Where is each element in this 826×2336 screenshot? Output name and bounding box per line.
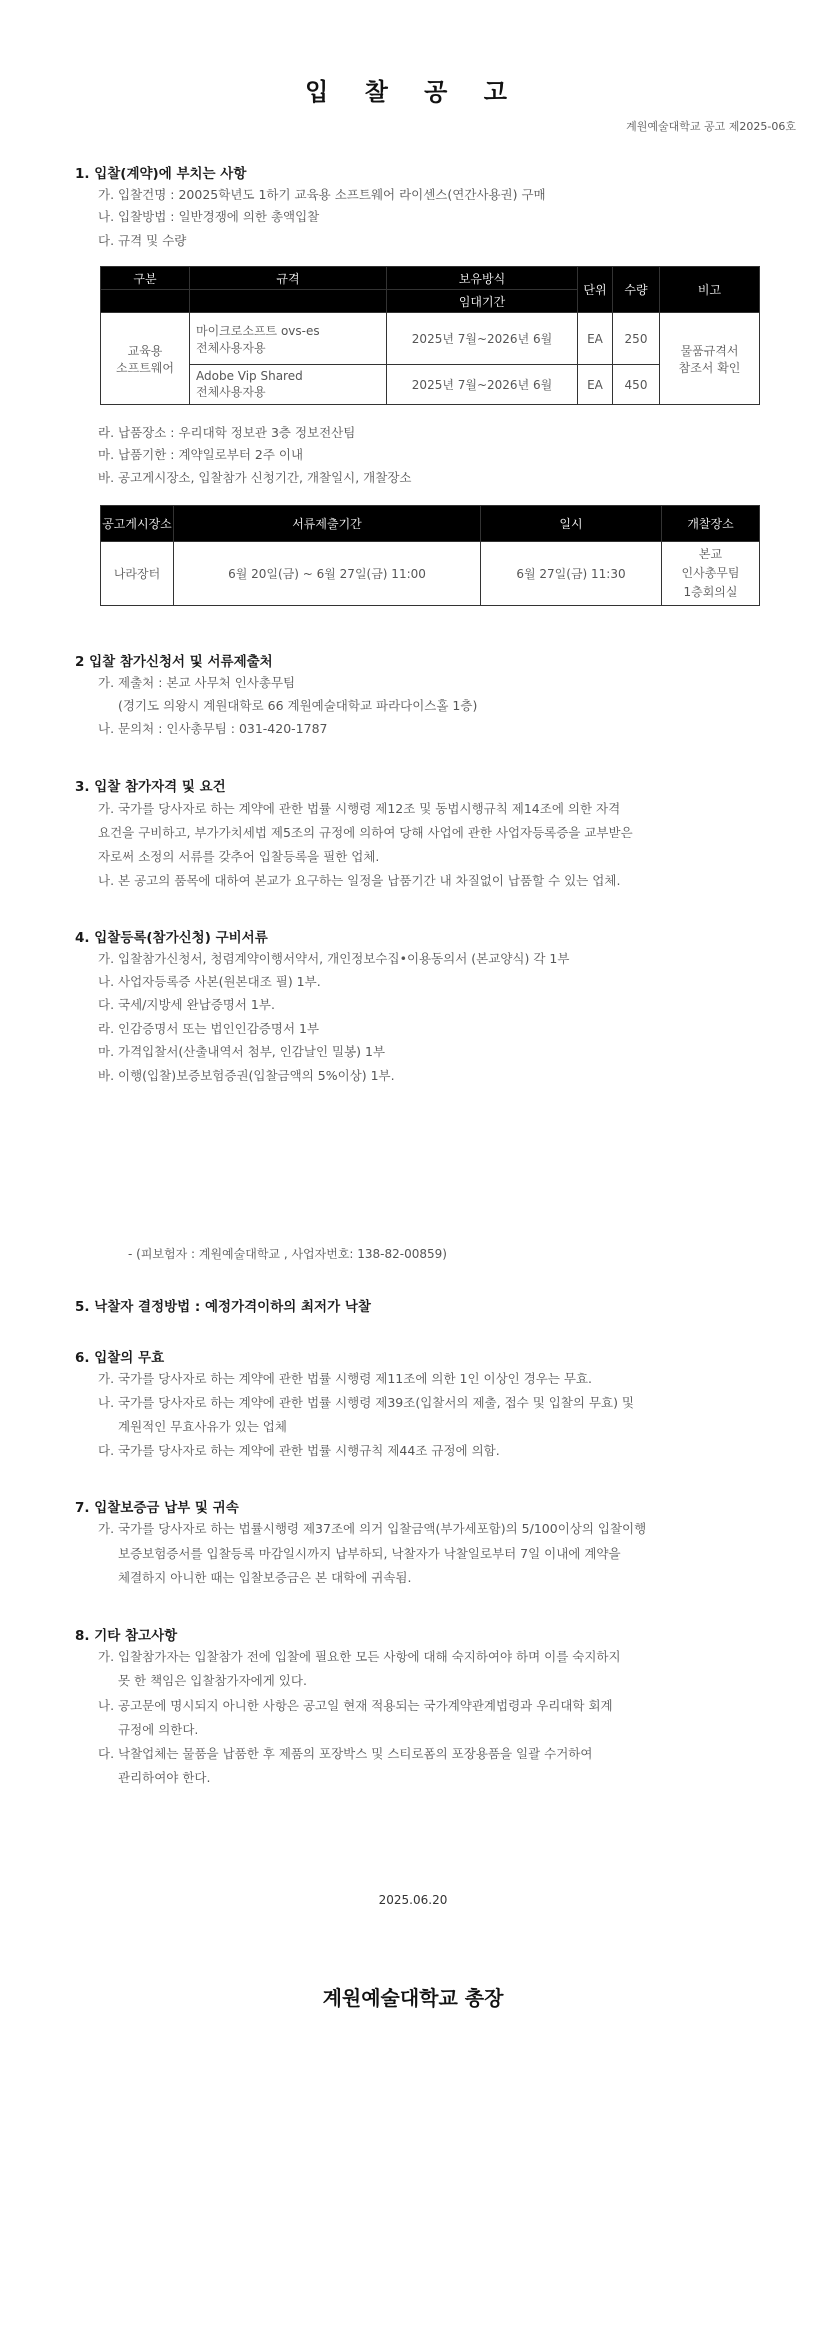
page-title: 입 찰 공 고 bbox=[305, 78, 521, 106]
opening-line-2: 인사총무팀 bbox=[681, 566, 740, 580]
th-opening-place: 개찰장소 bbox=[662, 506, 760, 542]
item-7-ga-line-2: 보증보험증서를 입찰등록 마감일시까지 납부하되, 낙찰자가 낙찰일로부터 7일 이내에 계약을 bbox=[118, 1546, 621, 1561]
th-qty: 수량 bbox=[613, 267, 660, 313]
document-number: 계원예술대학교 공고 제2025-06호 bbox=[626, 120, 796, 133]
item-6-ga: 가. 국가를 당사자로 하는 계약에 관한 법률 시행령 제11조에 의한 1인 이상인 경우는 무효. bbox=[98, 1371, 593, 1386]
note-cell bbox=[660, 313, 760, 405]
spec-cell bbox=[190, 313, 387, 365]
posting-place-cell: 나라장터 bbox=[101, 542, 174, 606]
period-cell: 2025년 7월~2026년 6월 bbox=[387, 313, 578, 365]
th-datetime: 일시 bbox=[481, 506, 662, 542]
opening-line-1: 본교 bbox=[698, 547, 723, 561]
section-5-heading: 5. 낙찰자 결정방법 : 예정가격이하의 최저가 낙찰 bbox=[75, 1299, 371, 1315]
item-4-ma: 마. 가격입찰서(산출내역서 첨부, 인감날인 밀봉) 1부 bbox=[98, 1044, 386, 1059]
note-line-1: 물품규격서 bbox=[680, 343, 739, 358]
th-category: 구분 bbox=[101, 267, 190, 290]
item-8-ga-line-2: 못 한 책임은 입찰참가자에게 있다. bbox=[118, 1673, 307, 1688]
category-cell bbox=[101, 313, 190, 405]
item-3-ga-line-3: 자로써 소정의 서류를 갖추어 입찰등록을 필한 업체. bbox=[98, 849, 380, 864]
submission-period-cell: 6월 20일(금) ~ 6월 27일(금) 11:00 bbox=[174, 542, 481, 606]
signature: 계원예술대학교 총장 bbox=[322, 1986, 504, 2010]
section-4-heading: 4. 입찰등록(참가신청) 구비서류 bbox=[75, 930, 268, 946]
table-row bbox=[101, 313, 760, 365]
item-8-da-line-1: 다. 낙찰업체는 물품을 납품한 후 제품의 포장박스 및 스티로폼의 포장용품을 일괄 수거하여 bbox=[98, 1746, 593, 1761]
spec-name: Adobe Vip Shared bbox=[196, 369, 303, 383]
item-3-ga-line-1: 가. 국가를 당사자로 하는 계약에 관한 법률 시행령 제12조 및 동법시행규칙 제14조에 의한 자격 bbox=[98, 801, 621, 816]
qty-cell: 250 bbox=[613, 313, 660, 365]
item-1-da: 다. 규격 및 수량 bbox=[98, 233, 187, 248]
section-8-heading: 8. 기타 참고사항 bbox=[75, 1628, 178, 1644]
item-3-na: 나. 본 공고의 품목에 대하여 본교가 요구하는 일정을 납품기간 내 차질없이 납품할 수 있는 업체. bbox=[98, 873, 621, 888]
item-8-na-line-1: 나. 공고문에 명시되지 아니한 사항은 공고일 현재 적용되는 국가계약관계법령과 우리대학 회계 bbox=[98, 1698, 613, 1713]
category-line-1: 교육용 bbox=[127, 343, 163, 358]
item-1-ba: 바. 공고게시장소, 입찰참가 신청기간, 개찰일시, 개찰장소 bbox=[98, 470, 412, 485]
item-1-na: 나. 입찰방법 : 일반경쟁에 의한 총액입찰 bbox=[98, 209, 320, 224]
section-6-heading: 6. 입찰의 무효 bbox=[75, 1350, 165, 1366]
item-8-ga-line-1: 가. 입찰참가자는 입찰참가 전에 입찰에 필요한 모든 사항에 대해 숙지하여야 하며 이를 숙지하지 bbox=[98, 1649, 621, 1664]
item-1-ga: 가. 입찰건명 : 20025학년도 1하기 교육용 소프트웨어 라이센스(연간사용권) 구매 bbox=[98, 187, 546, 202]
datetime-cell: 6월 27일(금) 11:30 bbox=[481, 542, 662, 606]
item-4-ra: 라. 인감증명서 또는 법인인감증명서 1부 bbox=[98, 1021, 320, 1036]
th-spec: 규격 bbox=[190, 267, 387, 290]
th-period: 임대기간 bbox=[387, 290, 578, 313]
notice-date: 2025.06.20 bbox=[378, 1893, 448, 1907]
spec-scope: 전체사용자용 bbox=[196, 340, 266, 355]
item-1-ra: 라. 납품장소 : 우리대학 정보관 3층 정보전산팀 bbox=[98, 425, 356, 440]
note-line-2: 참조서 확인 bbox=[678, 360, 741, 375]
item-8-da-line-2: 관리하여야 한다. bbox=[118, 1770, 211, 1785]
spec-table bbox=[100, 266, 760, 405]
unit-cell: EA bbox=[578, 365, 613, 405]
qty-cell: 450 bbox=[613, 365, 660, 405]
th-posting-place: 공고게시장소 bbox=[101, 506, 174, 542]
item-6-na-line-1: 나. 국가를 당사자로 하는 계약에 관한 법률 시행령 제39조(입찰서의 제출, 접수 및 입찰의 무효) 및 bbox=[98, 1395, 635, 1410]
item-3-ga-line-2: 요건을 구비하고, 부가가치세법 제5조의 규정에 의하여 당해 사업에 관한 사업자등록증을 교부받은 bbox=[98, 825, 633, 840]
section-2-heading: 2 입찰 참가신청서 및 서류제출처 bbox=[75, 654, 273, 670]
item-2-na: 나. 문의처 : 인사총무팀 : 031-420-1787 bbox=[98, 721, 328, 736]
spec-cell bbox=[190, 365, 387, 405]
schedule-table bbox=[100, 505, 760, 606]
insured-note: - (피보험자 : 계원예술대학교 , 사업자번호: 138-82-00859) bbox=[128, 1247, 447, 1261]
spec-scope: 전체사용자용 bbox=[196, 385, 266, 399]
th-note: 비고 bbox=[660, 267, 760, 313]
spec-name: 마이크로소프트 ovs-es bbox=[196, 323, 320, 338]
section-1-heading: 1. 입찰(계약)에 부치는 사항 bbox=[75, 166, 247, 182]
th-method: 보유방식 bbox=[387, 267, 578, 290]
th-unit: 단위 bbox=[578, 267, 613, 313]
period-cell: 2025년 7월~2026년 6월 bbox=[387, 365, 578, 405]
unit-cell: EA bbox=[578, 313, 613, 365]
item-2-ga-address: (경기도 의왕시 계원대학로 66 계원예술대학교 파라다이스홀 1층) bbox=[118, 698, 478, 713]
section-7-heading: 7. 입찰보증금 납부 및 귀속 bbox=[75, 1500, 239, 1516]
item-6-da: 다. 국가를 당사자로 하는 계약에 관한 법률 시행규칙 제44조 규정에 의함. bbox=[98, 1443, 500, 1458]
item-4-na: 나. 사업자등록증 사본(원본대조 필) 1부. bbox=[98, 974, 321, 989]
item-1-ma: 마. 납품기한 : 계약일로부터 2주 이내 bbox=[98, 447, 304, 462]
table-row bbox=[101, 542, 760, 606]
opening-place-cell bbox=[662, 542, 760, 606]
item-8-na-line-2: 규정에 의한다. bbox=[118, 1722, 199, 1737]
section-3-heading: 3. 입찰 참가자격 및 요건 bbox=[75, 779, 226, 795]
opening-line-3: 1층회의실 bbox=[683, 585, 738, 599]
item-7-ga-line-3: 체결하지 아니한 때는 입찰보증금은 본 대학에 귀속됨. bbox=[118, 1570, 412, 1585]
item-4-ba: 바. 이행(입찰)보증보험증권(입찰금액의 5%이상) 1부. bbox=[98, 1068, 395, 1083]
category-line-2: 소프트웨어 bbox=[116, 360, 174, 375]
item-7-ga-line-1: 가. 국가를 당사자로 하는 법률시행령 제37조에 의거 입찰금액(부가세포함)의 5/100이상의 입찰이행 bbox=[98, 1521, 647, 1536]
item-2-ga: 가. 제출처 : 본교 사무처 인사총무팀 bbox=[98, 675, 296, 690]
th-submission-period: 서류제출기간 bbox=[174, 506, 481, 542]
item-4-ga: 가. 입찰참가신청서, 청렴계약이행서약서, 개인정보수집•이용동의서 (본교양식) 각 1부 bbox=[98, 951, 570, 966]
item-4-da: 다. 국세/지방세 완납증명서 1부. bbox=[98, 997, 275, 1012]
item-6-na-line-2: 계원적인 무효사유가 있는 업체 bbox=[118, 1419, 287, 1434]
